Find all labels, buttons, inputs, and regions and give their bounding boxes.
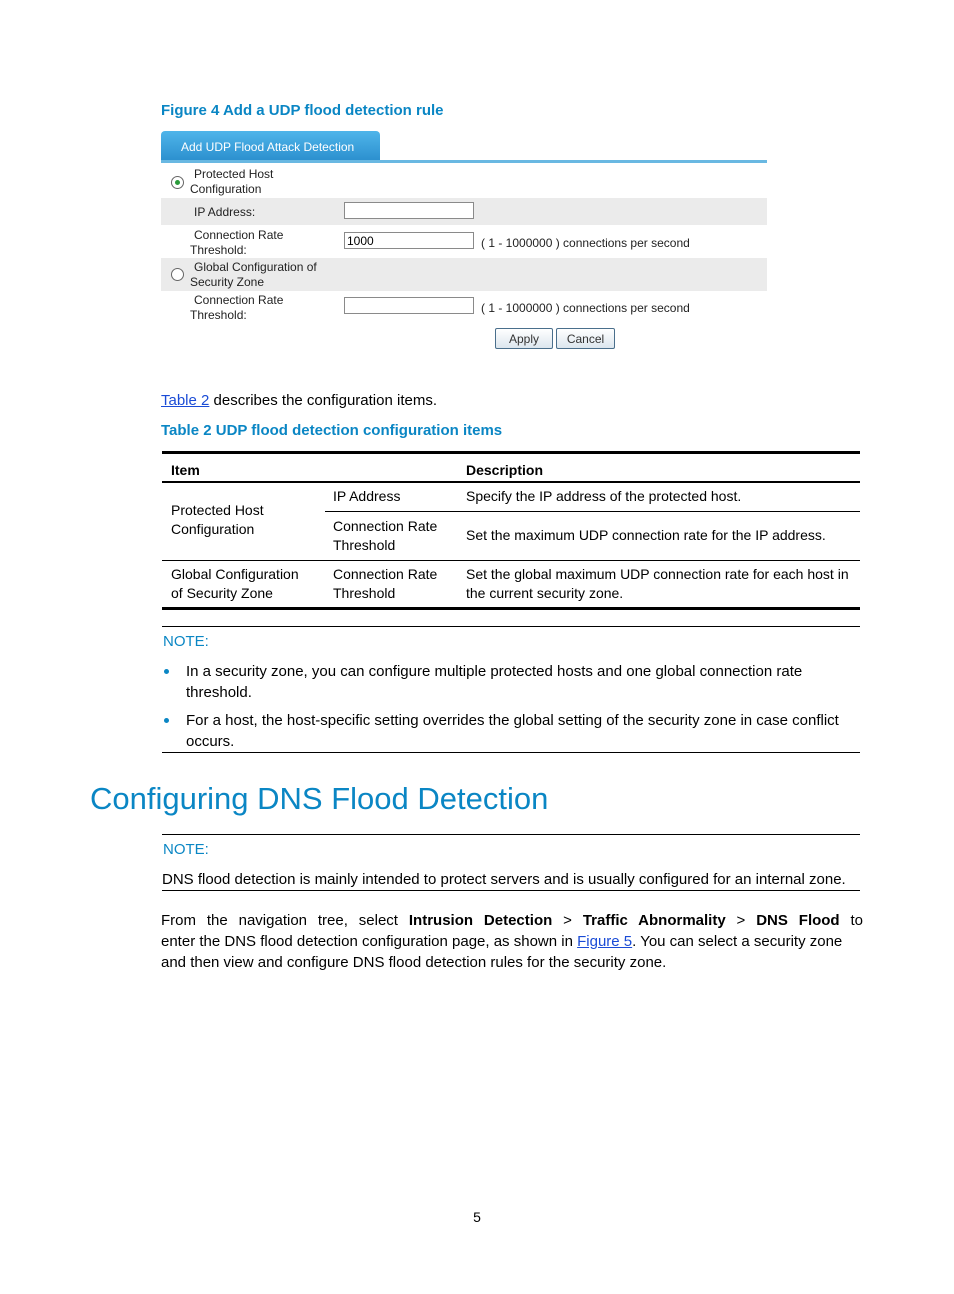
- para-sep: >: [552, 912, 583, 929]
- table-row: [171, 501, 264, 539]
- note2-top-rule: [162, 834, 860, 835]
- host-rate-label-line1: Connection Rate: [194, 228, 284, 242]
- host-rate-label-line2: Threshold:: [190, 243, 247, 257]
- navigation-paragraph: [161, 910, 863, 973]
- nav-dns-flood: DNS Flood: [756, 912, 840, 929]
- zone-rate-hint: ( 1 - 1000000 ) connections per second: [481, 301, 690, 315]
- table-sub-rule: [325, 511, 860, 512]
- apply-button[interactable]: Apply: [495, 328, 553, 349]
- para-text: From the navigation tree, select: [161, 912, 409, 929]
- para-line1: [161, 910, 863, 931]
- group-label-line2: of Security Zone: [171, 585, 273, 601]
- global-zone-option-label: [190, 260, 317, 290]
- note-label: NOTE:: [163, 633, 209, 650]
- note-bullet-line2: threshold.: [186, 684, 252, 701]
- host-rate-label: [190, 228, 284, 258]
- zone-rate-input[interactable]: [344, 297, 474, 314]
- bullet-icon: [164, 669, 169, 674]
- group-label-line2: Configuration: [171, 521, 255, 537]
- para-text: . You can select a security zone: [632, 933, 843, 950]
- figure-5-link[interactable]: Figure 5: [577, 933, 633, 950]
- sub-item-description: Set the maximum UDP connection rate for the IP address.: [466, 527, 826, 543]
- note-bullet-line1: In a security zone, you can configure multiple protected hosts and one global connection rate: [186, 663, 803, 680]
- zone-rate-label: [190, 293, 284, 323]
- tab-add-udp-flood[interactable]: Add UDP Flood Attack Detection: [161, 131, 380, 161]
- intro-paragraph: [161, 390, 437, 411]
- zone-rate-label-line2: Threshold:: [190, 308, 247, 322]
- description-line1: Set the global maximum UDP connection rate for each host in: [466, 566, 849, 582]
- ip-address-input[interactable]: [344, 202, 474, 219]
- table-header-rule: [162, 481, 860, 483]
- sub-item-name-line2: Threshold: [333, 585, 396, 601]
- table-header-item: Item: [171, 462, 200, 478]
- bullet-icon: [164, 718, 169, 723]
- protected-host-option-label: [190, 167, 274, 197]
- note2-label: NOTE:: [163, 841, 209, 858]
- global-zone-label-line2: Security Zone: [190, 275, 265, 289]
- sub-item-name-line2: Threshold: [333, 537, 396, 553]
- ip-address-label: IP Address:: [194, 205, 256, 219]
- table-header-description: Description: [466, 462, 544, 478]
- section-heading: Configuring DNS Flood Detection: [90, 781, 549, 816]
- description-line2: the current security zone.: [466, 585, 624, 601]
- sub-item-description: Specify the IP address of the protected host.: [466, 488, 742, 504]
- table-caption: Table 2 UDP flood detection configuration items: [161, 422, 503, 439]
- para-text: enter the DNS flood detection configuration page, as shown in: [161, 933, 578, 950]
- figure-caption: Figure 4 Add a UDP flood detection rule: [161, 102, 444, 119]
- sub-item-name-line1: Connection Rate: [333, 566, 438, 582]
- table-2-link[interactable]: Table 2: [161, 392, 210, 409]
- note2-text: DNS flood detection is mainly intended to protect servers and is usually configured for an internal zone.: [162, 871, 846, 888]
- note2-bottom-rule: [162, 890, 860, 891]
- global-zone-radio[interactable]: [171, 268, 184, 281]
- tab-underline: [161, 160, 767, 163]
- protected-host-radio[interactable]: [171, 176, 184, 189]
- cancel-button[interactable]: Cancel: [556, 328, 615, 349]
- protected-host-label-line1: Protected Host: [194, 167, 274, 181]
- sub-item-name: IP Address: [333, 488, 401, 504]
- group-label-line1: Protected Host: [171, 502, 264, 518]
- udp-flood-form: [161, 131, 767, 356]
- table-bottom-rule: [162, 607, 860, 610]
- nav-traffic-abnormality: Traffic Abnormality: [582, 912, 726, 929]
- protected-host-label-line2: Configuration: [190, 182, 262, 196]
- sub-item-description: [466, 565, 849, 603]
- para-line2: [161, 931, 863, 952]
- note-bullet-line1: For a host, the host-specific setting overrides the global setting of the security zone in case conflict: [186, 712, 839, 729]
- sub-item-name-line1: Connection Rate: [333, 518, 438, 534]
- note-bullet: [186, 710, 839, 752]
- page-number: 5: [473, 1209, 481, 1225]
- note-top-rule: [162, 626, 860, 627]
- host-rate-hint: ( 1 - 1000000 ) connections per second: [481, 236, 690, 250]
- global-zone-label-line1: Global Configuration of: [194, 260, 317, 274]
- para-line3: and then view and configure DNS flood detection rules for the security zone.: [161, 954, 667, 971]
- note-bullet-line2: occurs.: [186, 733, 235, 750]
- zone-rate-label-line1: Connection Rate: [194, 293, 284, 307]
- sub-item-name: [333, 517, 437, 555]
- note-bottom-rule: [162, 752, 860, 753]
- para-sep: >: [725, 912, 757, 929]
- group-label-line1: Global Configuration: [171, 566, 299, 582]
- sub-item-name: [333, 565, 437, 603]
- nav-intrusion-detection: Intrusion Detection: [408, 912, 553, 929]
- intro-text: describes the configuration items.: [209, 392, 437, 409]
- table-row: [171, 565, 299, 603]
- host-rate-input[interactable]: [344, 232, 474, 249]
- note-bullet: [186, 661, 802, 703]
- para-text: to: [839, 912, 863, 929]
- table-row-rule: [162, 560, 860, 561]
- table-top-rule: [162, 451, 860, 454]
